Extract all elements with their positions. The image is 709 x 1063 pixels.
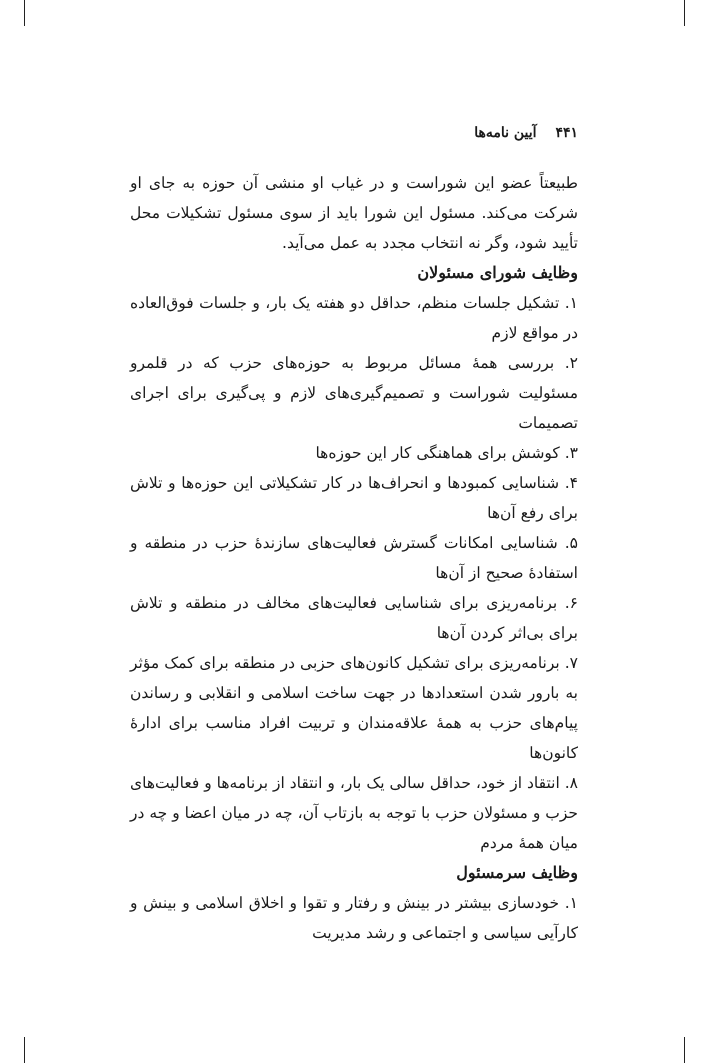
crop-mark-bottom-left-v — [24, 1037, 25, 1063]
section-heading-head-duties: وظایف سرمسئول — [456, 863, 578, 882]
crop-mark-top-left-v — [24, 0, 25, 26]
list-item: ۸. انتقاد از خود، حداقل سالی یک بار، و انتقاد از برنامه‌ها و فعالیت‌های حزب و مسئولان حزب با توجه به بازتاب آن، چه در میان اعضا و چه در میان همهٔ مردم — [130, 774, 578, 852]
list-item: ۶. برنامه‌ریزی برای شناسایی فعالیت‌های مخالف در منطقه و تلاش برای بی‌اثر کردن آن‌ها — [130, 594, 578, 642]
crop-mark-top-right-v — [684, 0, 685, 26]
crop-mark-bottom-right-v — [684, 1037, 685, 1063]
book-page — [130, 118, 578, 948]
list-item: ۲. بررسی همهٔ مسائل مربوط به حوزه‌های حزب که در قلمرو مسئولیت شوراست و تصمیم‌گیری‌های لازم و پی‌گیری برای اجرای تصمیمات — [130, 354, 578, 432]
section-heading-council-duties: وظایف شورای مسئولان — [417, 263, 578, 282]
list-item: ۷. برنامه‌ریزی برای تشکیل کانون‌های حزبی در منطقه برای کمک مؤثر به بارور شدن استعدادها در جهت ساخت اسلامی و انقلابی و رساندن پیام‌های حزب به همهٔ علاقه‌مندان و تربیت افراد مناسب برای ادارهٔ کانون‌ها — [130, 654, 578, 762]
running-head — [130, 118, 578, 148]
running-title: آیین نامه‌ها — [474, 125, 537, 141]
page-number: ۴۴۱ — [555, 125, 578, 141]
list-item: ۴. شناسایی کمبودها و انحراف‌ها در کار تشکیلاتی این حوزه‌ها و تلاش برای رفع آن‌ها — [130, 474, 578, 522]
intro-paragraph: طبیعتاً عضو این شوراست و در غیاب او منشی آن حوزه به جای او شرکت می‌کند. مسئول این شورا باید از سوی مسئول تشکیلات محل تأیید شود، وگر نه انتخاب مجدد به عمل می‌آید. — [130, 174, 578, 252]
list-item: ۱. خودسازی بیشتر در بینش و رفتار و تقوا و اخلاق اسلامی و بینش و کارآیی سیاسی و اجتماعی و رشد مدیریت — [130, 894, 578, 942]
list-item: ۳. کوشش برای هماهنگی کار این حوزه‌ها — [315, 444, 578, 462]
list-item: ۱. تشکیل جلسات منظم، حداقل دو هفته یک بار، و جلسات فوق‌العاده در مواقع لازم — [130, 294, 578, 342]
list-item: ۵. شناسایی امکانات گسترش فعالیت‌های سازندهٔ حزب در منطقه و استفادهٔ صحیح از آن‌ها — [130, 534, 578, 582]
